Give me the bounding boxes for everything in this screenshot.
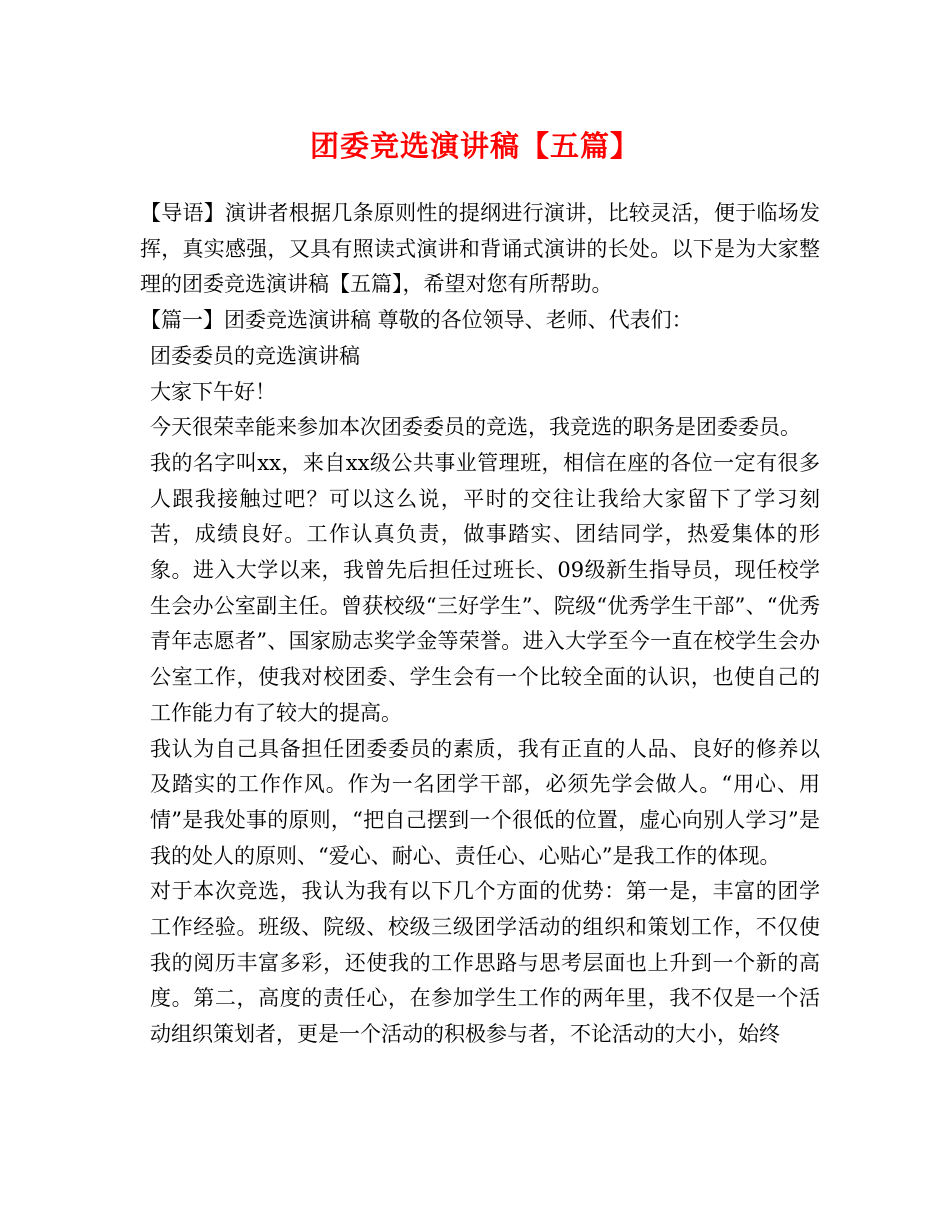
paragraph-section-heading: 【篇一】团委竞选演讲稿 尊敬的各位领导、老师、代表们： bbox=[140, 308, 693, 333]
document-title: 团委竞选演讲稿【五篇】 bbox=[309, 129, 640, 163]
paragraph-subtitle: 团委委员的竞选演讲稿 bbox=[150, 343, 360, 368]
paragraph-qualities: 我认为自己具备担任团委委员的素质，我有正直的人品、良好的修养以及踏实的工作作风。作为一名团学干部，必须先学会做人。“用心、用情”是我处事的原则，“把自己摆到一个很低的位置，虚心向别人学习”是我的处人的原则、“爱心、耐心、责任心、心贴心”是我工作的体现。 bbox=[150, 736, 820, 868]
paragraph-advantages: 对于本次竞选，我认为我有以下几个方面的优势：第一是，丰富的团学工作经验。班级、院级、校级三级团学活动的组织和策划工作，不仅使我的阅历丰富多彩，还使我的工作思路与思考层面也上升到一个新的高度。第二，高度的责任心，在参加学生工作的两年里，我不仅是一个活动组织策划者，更是一个活动的积极参与者，不论活动的大小，始终 bbox=[150, 879, 820, 1047]
paragraph-intro: 【导语】演讲者根据几条原则性的提纲进行演讲，比较灵活，便于临场发挥，真实感强，又具有照读式演讲和背诵式演讲的长处。以下是为大家整理的团委竞选演讲稿【五篇】，希望对您有所帮助。 bbox=[140, 201, 820, 297]
document-body bbox=[140, 196, 820, 1053]
paragraph-opening: 今天很荣幸能来参加本次团委委员的竞选，我竞选的职务是团委委员。 bbox=[150, 415, 801, 440]
paragraph-self-intro: 我的名字叫xx，来自xx级公共事业管理班，相信在座的各位一定有很多人跟我接触过吧？可以这么说，平时的交往让我给大家留下了学习刻苦，成绩良好。工作认真负责，做事踏实、团结同学，热爱集体的形象。进入大学以来，我曾先后担任过班长、09级新生指导员，现任校学生会办公室副主任。曾获校级“三好学生”、院级“优秀学生干部”、“优秀青年志愿者”、国家励志奖学金等荣誉。进入大学至今一直在校学生会办公室工作，使我对校团委、学生会有一个比较全面的认识，也使自己的工作能力有了较大的提高。 bbox=[150, 450, 820, 725]
paragraph-greeting: 大家下午好！ bbox=[150, 379, 276, 404]
